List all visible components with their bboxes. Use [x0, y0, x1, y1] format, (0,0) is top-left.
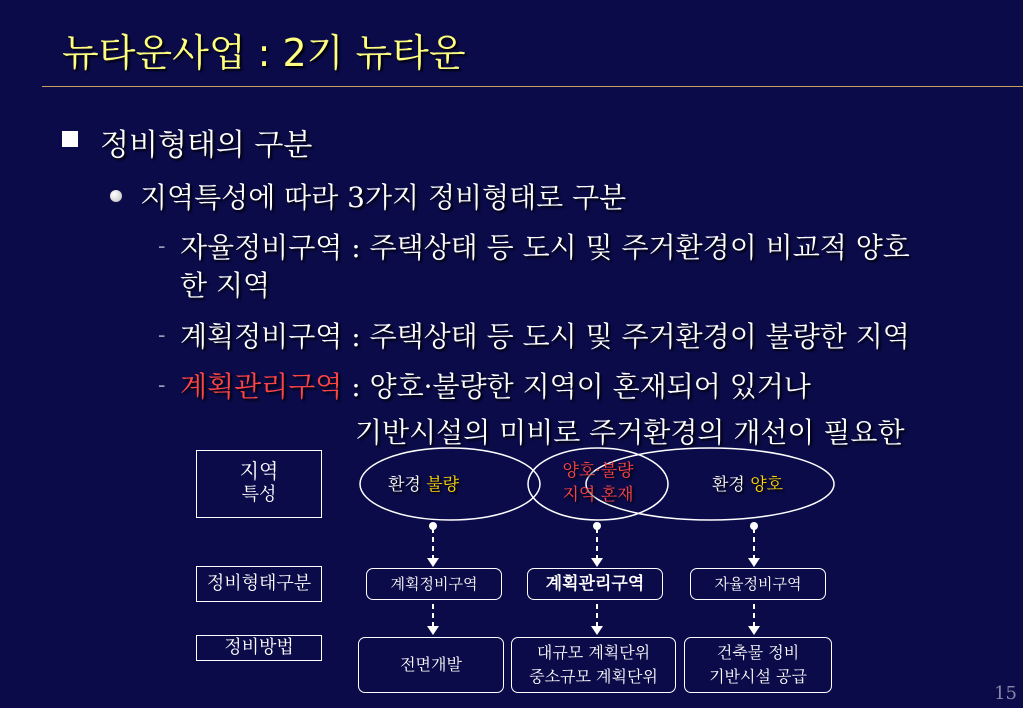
- ellipse-label-mixed-line2: 지역 혼재: [562, 485, 634, 505]
- method-box-scale: [511, 637, 676, 693]
- row-label-region: [196, 450, 322, 518]
- type-box-planned: 계획정비구역: [366, 568, 502, 600]
- item-managed-cont: 기반시설의 미비로 주거환경의 개선이 필요한: [355, 416, 905, 449]
- row-label-method: 정비방법: [196, 635, 322, 661]
- arrow-dots: [429, 522, 758, 530]
- method-building-line1: 건축물 정비: [716, 643, 800, 662]
- method-scale-line1: 대규모 계획단위: [536, 643, 651, 662]
- item-autonomous: 자율정비구역 : 주택상태 등 도시 및 주거환경이 비교적 양호: [180, 231, 910, 264]
- method-building-line2: 기반시설 공급: [709, 667, 807, 686]
- ellipse-label-good-prefix: 환경: [712, 475, 751, 495]
- row-label-region-line1: 지역: [239, 459, 279, 483]
- bullet-level2: 지역특성에 따라 3가지 정비형태로 구분: [140, 181, 627, 214]
- dash-bullet: -: [158, 234, 166, 259]
- type-box-managed: 계획관리구역: [527, 568, 663, 600]
- method-box-full: [358, 637, 504, 693]
- ellipse-label-poor-prefix: 환경: [388, 475, 427, 495]
- page-title: 뉴타운사업 : 2기 뉴타운: [62, 31, 466, 75]
- row-label-type: 정비형태구분: [196, 566, 322, 602]
- page-number: 15: [994, 683, 1017, 704]
- bullet-level1: 정비형태의 구분: [100, 128, 313, 163]
- ellipse-label-poor: [388, 470, 459, 495]
- type-box-autonomous: 자율정비구역: [690, 568, 826, 600]
- method-scale-line2: 중소규모 계획단위: [529, 667, 658, 686]
- ellipse-label-mixed: [556, 459, 640, 507]
- item-planned: 계획정비구역 : 주택상태 등 도시 및 주거환경이 불량한 지역: [180, 320, 910, 353]
- dash-bullet: -: [158, 323, 166, 348]
- ellipse-label-mixed-line1: 양호·불량: [562, 461, 634, 481]
- item-managed-rest: : 양호·불량한 지역이 혼재되어 있거나: [342, 370, 811, 403]
- ellipse-label-good-highlight: 양호: [750, 475, 784, 495]
- item-autonomous-cont: 한 지역: [180, 269, 271, 302]
- method-box-building: [684, 637, 832, 693]
- row-label-region-line2: 특성: [241, 484, 277, 505]
- ellipse-label-poor-highlight: 불량: [426, 475, 460, 495]
- item-managed-highlight: 계획관리구역: [180, 370, 343, 403]
- method-full-line1: 전면개발: [400, 655, 462, 674]
- dash-bullet: -: [158, 373, 166, 398]
- ellipse-label-good: [712, 470, 783, 495]
